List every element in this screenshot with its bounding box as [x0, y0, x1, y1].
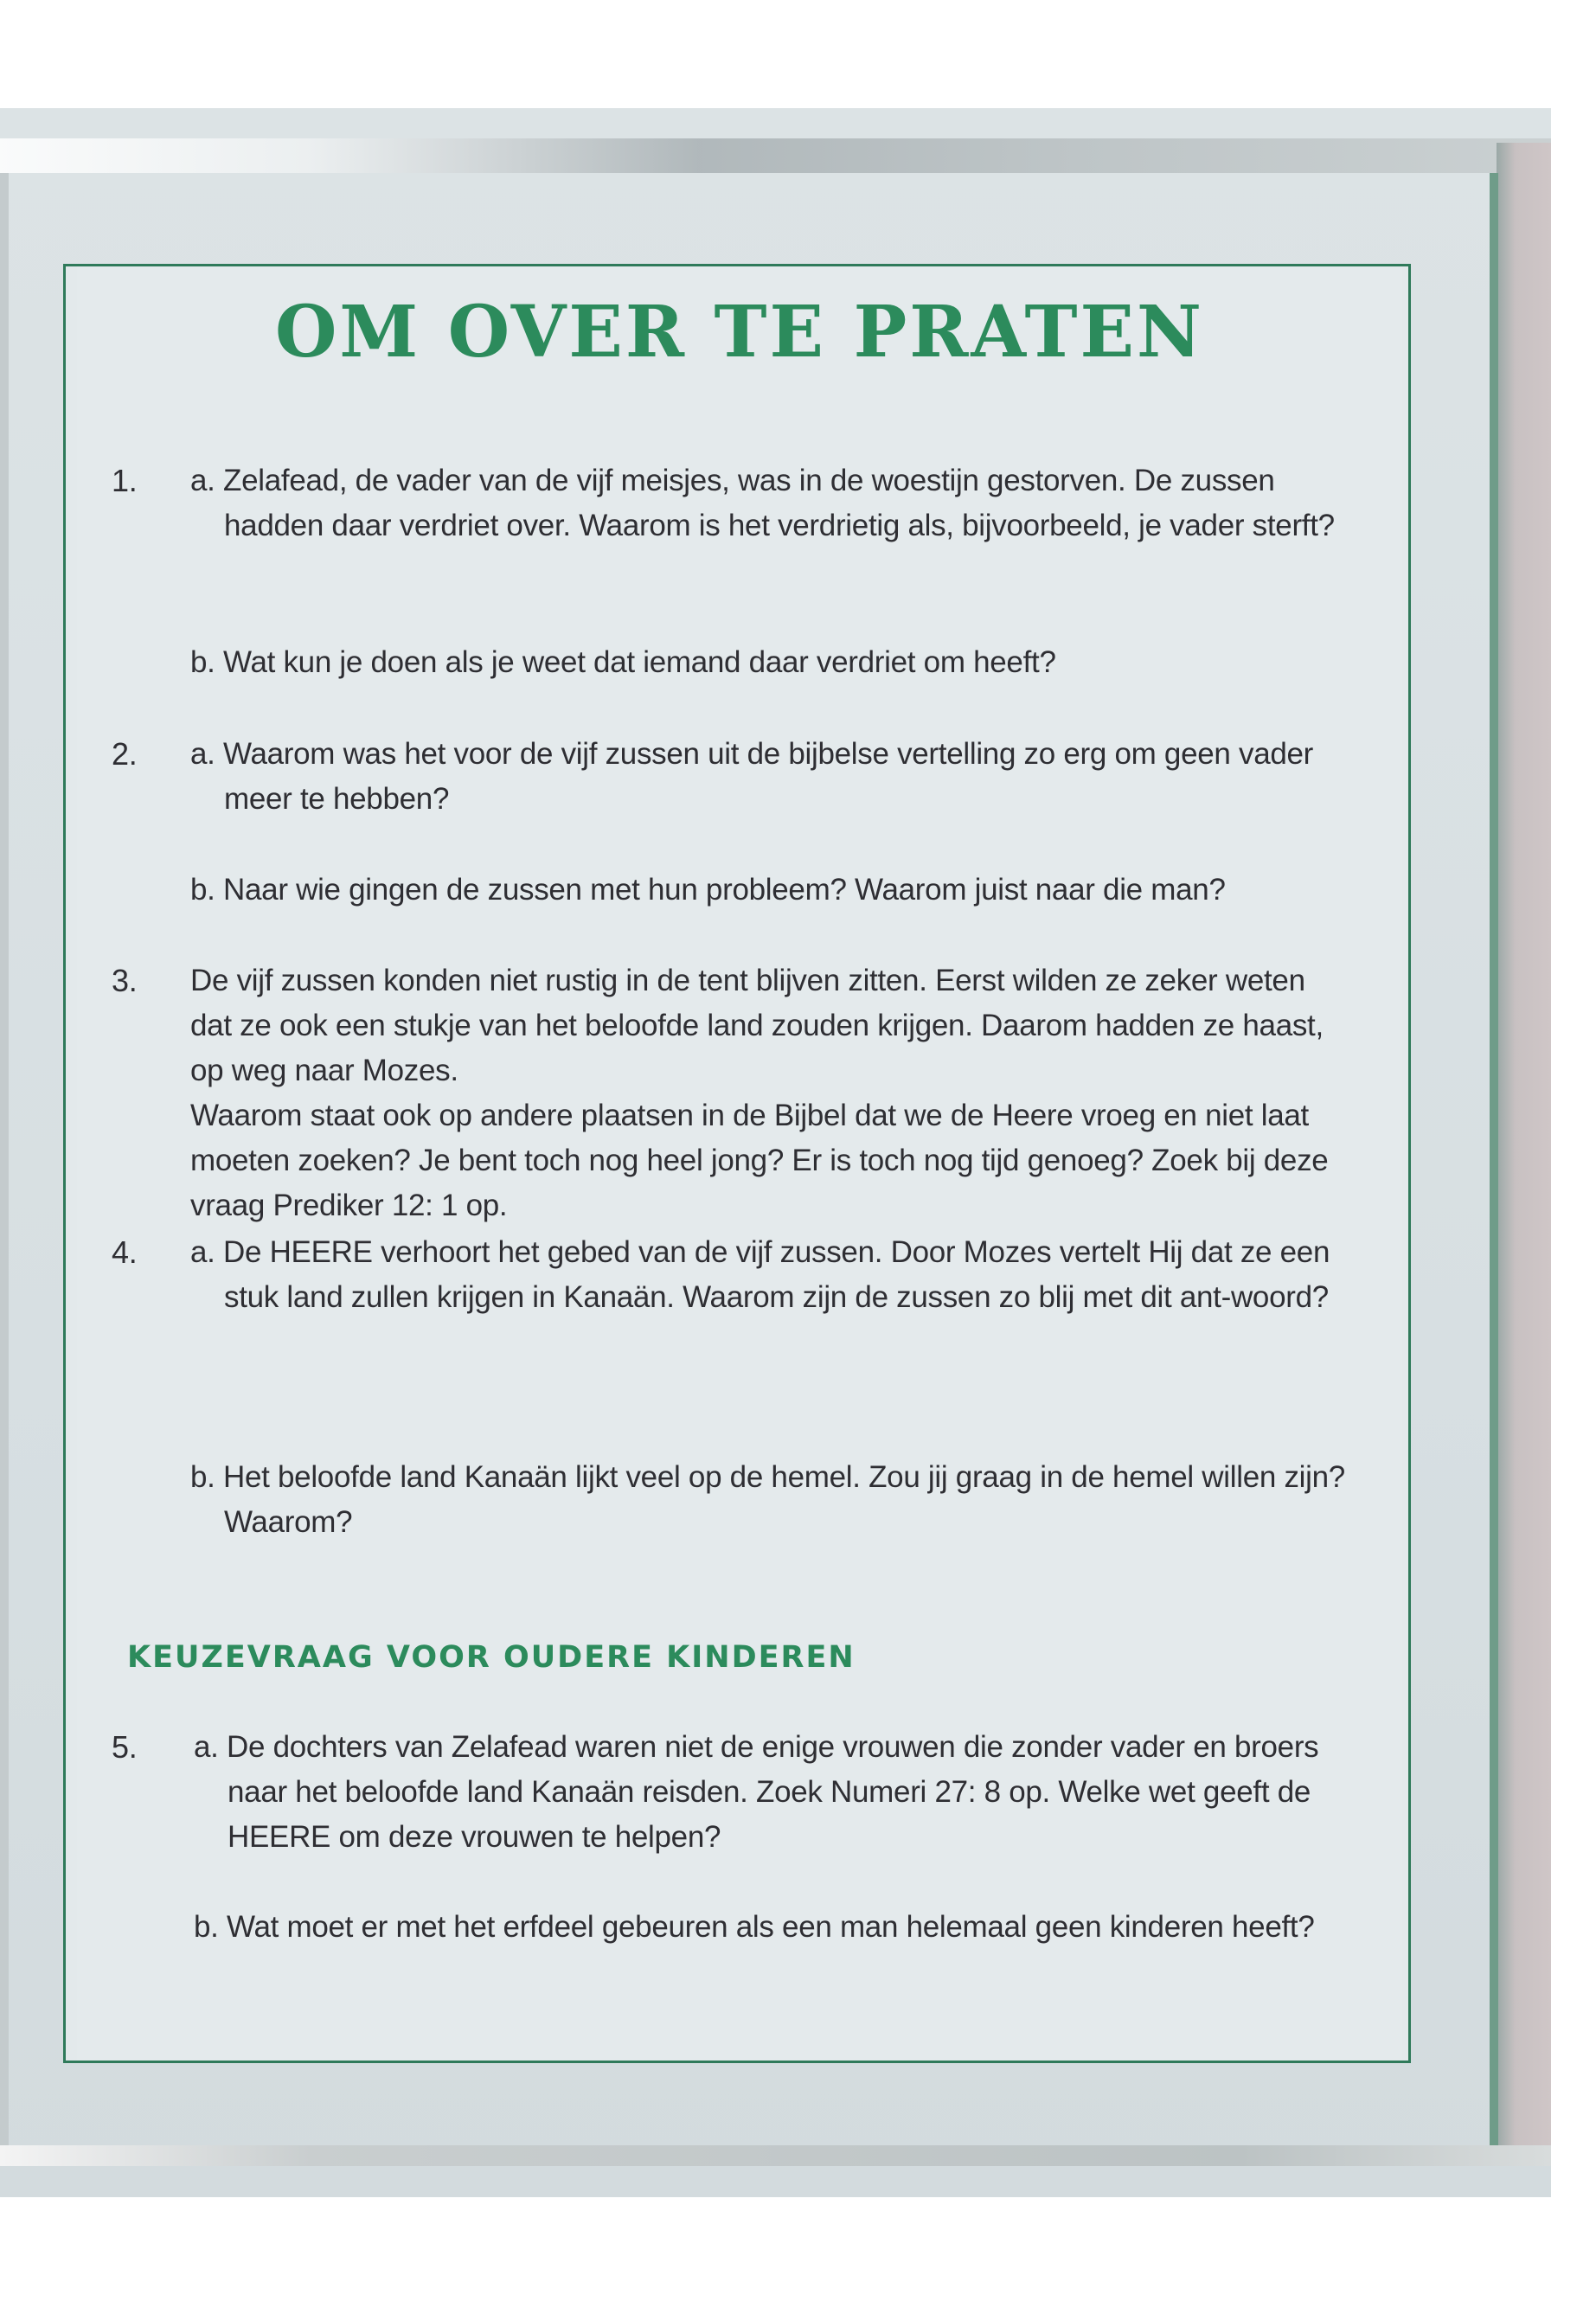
question-part-b: b. Wat kun je doen als je weet dat iemand daar verdriet om heeft? [190, 645, 1056, 679]
question-intro: De vijf zussen konden niet rustig in de tent blijven zitten. Eerst wilden ze zeker weten dat ze ook een stukje van het beloofde land zouden krijgen. Daarom hadden ze haast, op weg naar Mozes. [190, 964, 1324, 1087]
question-part-b: b. Wat moet er met het erfdeel gebeuren als een man helemaal geen kinderen heeft? [194, 1910, 1315, 1944]
question-prompt: Waarom staat ook op andere plaatsen in de Bijbel dat we de Heere vroeg en niet laat moeten zoeken? Je bent toch nog heel jong? Er is toch nog tijd genoeg? Zoek bij deze vraag Prediker 12: 1 op. [190, 1099, 1329, 1222]
section-heading: KEUZEVRAAG VOOR OUDERE KINDEREN [127, 1640, 856, 1675]
question-number: 3. [112, 963, 138, 998]
question-number: 5. [112, 1729, 138, 1765]
page-title: OM OVER TE PRATEN [274, 291, 1205, 374]
question-part-a: a. Zelafead, de vader van de vijf meisjes, was in de woestijn gestorven. De zussen hadden daar verdriet over. Waarom is het verdrietig als, bijvoorbeeld, je vader sterft? [190, 464, 1335, 542]
worksheet-frame [63, 264, 1411, 2063]
question-number: 2. [112, 736, 138, 772]
question-part-b: b. Het beloofde land Kanaän lijkt veel op de hemel. Zou jij graag in de hemel willen zijn? Waarom? [190, 1460, 1345, 1539]
page-left-edge [0, 173, 9, 2145]
page-right-edge [1497, 143, 1551, 2150]
page-top-edge [0, 138, 1551, 173]
question-number: 1. [112, 463, 138, 498]
question-number: 4. [112, 1234, 138, 1270]
question-part-a: a. De HEERE verhoort het gebed van de vijf zussen. Door Mozes vertelt Hij dat ze een stuk land zullen krijgen in Kanaän. Waarom zijn de zussen zo blij met dit ant-woord? [190, 1235, 1330, 1314]
question-part-a: a. Waarom was het voor de vijf zussen uit de bijbelse vertelling zo erg om geen vader meer te hebben? [190, 737, 1314, 816]
page-bottom-edge [0, 2145, 1551, 2166]
question-part-b: b. Naar wie gingen de zussen met hun probleem? Waarom juist naar die man? [190, 873, 1226, 907]
worksheet-content [77, 266, 1402, 2061]
green-spine-line [1490, 173, 1498, 2145]
question-part-a: a. De dochters van Zelafead waren niet de enige vrouwen die zonder vader en broers naar het beloofde land Kanaän reisden. Zoek Numeri 27: 8 op. Welke wet geeft de HEERE om deze vrouwen te helpen? [194, 1730, 1319, 1854]
